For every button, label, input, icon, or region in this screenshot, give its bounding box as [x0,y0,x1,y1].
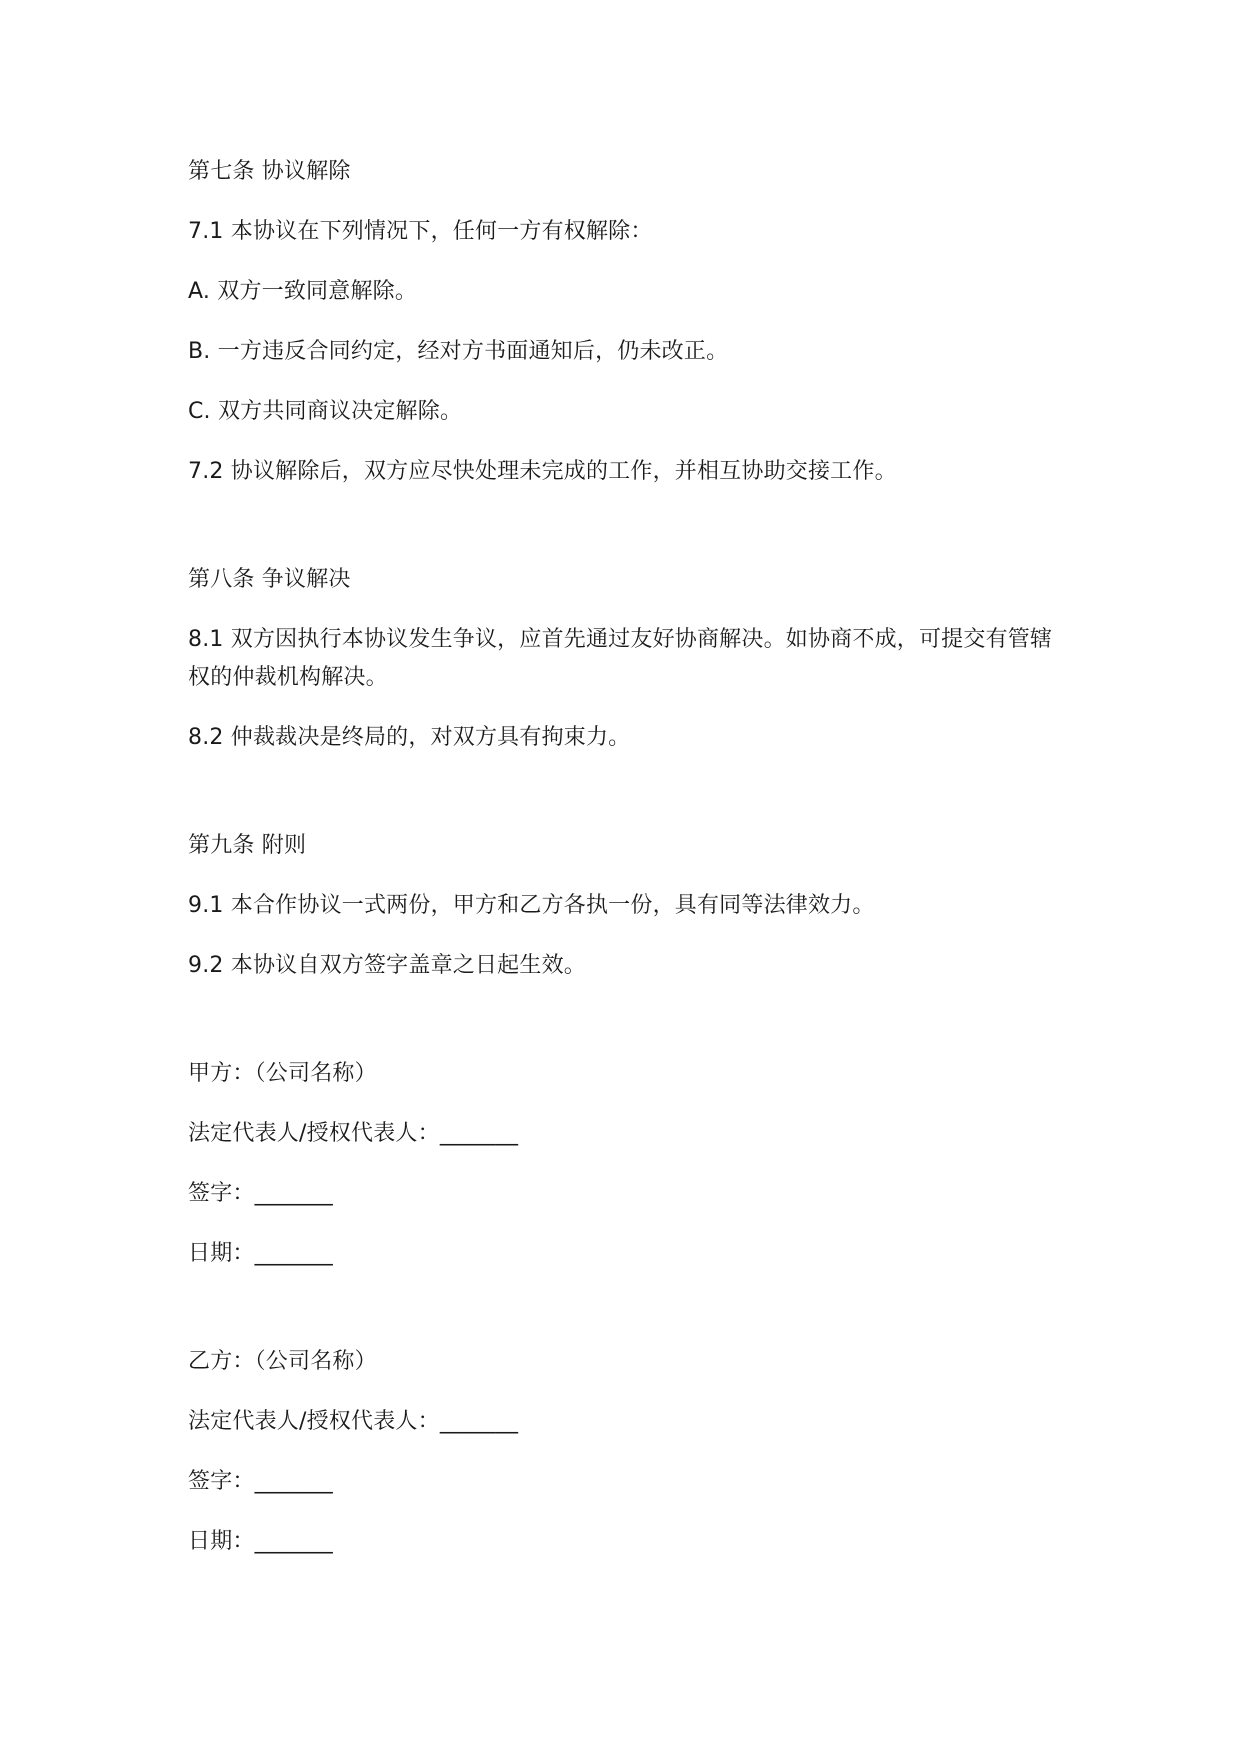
article7-item-a: A. 双方一致同意解除。 [188,279,418,304]
article8-clause1: 8.1 双方因执行本协议发生争议，应首先通过友好协商解决。如协商不成，可提交有管辖权的仲裁机构解决。 [188,627,1053,690]
party-a-representative: 法定代表人/授权代表人：_______ [188,1121,519,1146]
article7-clause1: 7.1 本协议在下列情况下，任何一方有权解除： [188,219,653,244]
party-b-name: 乙方：（公司名称） [188,1349,377,1374]
article7-clause2: 7.2 协议解除后，双方应尽快处理未完成的工作，并相互协助交接工作。 [188,459,897,484]
article9-clause1: 9.1 本合作协议一式两份，甲方和乙方各执一份，具有同等法律效力。 [188,893,875,918]
article7-heading: 第七条 协议解除 [188,159,351,184]
article9-clause2: 9.2 本协议自双方签字盖章之日起生效。 [188,953,586,978]
article7-item-c: C. 双方共同商议决定解除。 [188,399,463,424]
party-b-signature: 签字：_______ [188,1469,334,1494]
article8-heading: 第八条 争议解决 [188,567,351,592]
party-a-name: 甲方：（公司名称） [188,1061,377,1086]
party-a-signature: 签字：_______ [188,1181,334,1206]
party-a-date: 日期：_______ [188,1241,334,1266]
article8-clause2: 8.2 仲裁裁决是终局的，对双方具有拘束力。 [188,725,631,750]
party-b-representative: 法定代表人/授权代表人：_______ [188,1409,519,1434]
party-b-date: 日期：_______ [188,1529,334,1554]
article7-item-b: B. 一方违反合同约定，经对方书面通知后，仍未改正。 [188,339,729,364]
article9-heading: 第九条 附则 [188,833,307,858]
